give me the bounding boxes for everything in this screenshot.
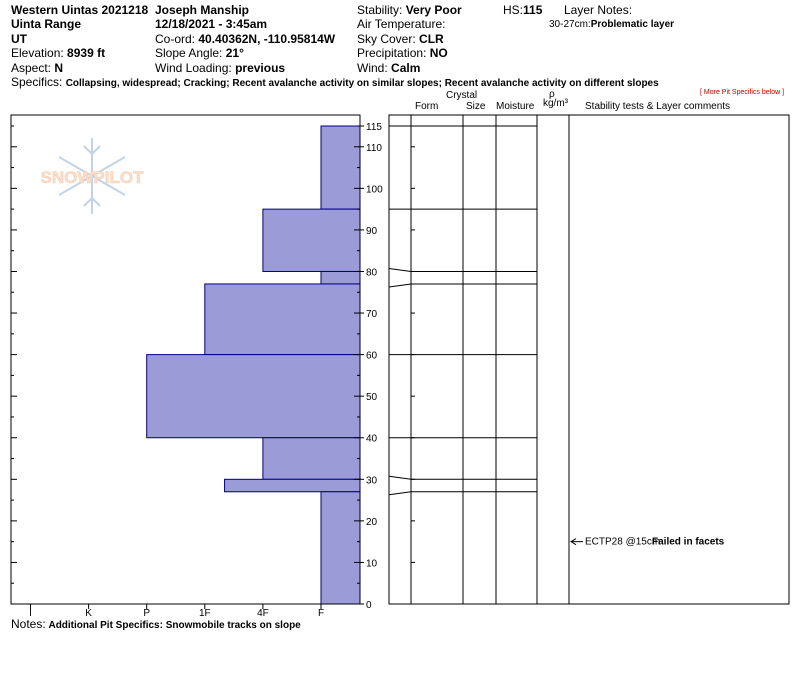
depth-label-80: 80: [366, 267, 378, 279]
hardness-bar-1: [263, 209, 360, 271]
col-size: Size: [466, 101, 486, 112]
depth-label-20: 20: [366, 516, 378, 528]
hardness-label-K: K: [85, 608, 92, 619]
range-name: Uinta Range: [11, 17, 82, 31]
logo-text: SNOWPILOT: [40, 168, 144, 187]
hardness-bar-3: [205, 284, 360, 355]
hardness-bar-6: [225, 479, 360, 491]
observer: Joseph Manship: [155, 3, 250, 17]
hardness-bar-7: [321, 492, 360, 604]
layer-notes-label: Layer Notes:: [564, 3, 633, 17]
specifics: Specifics: Collapsing, widespread; Cracking; Recent avalanche activity on similar slopes; Recent avalanche activity on different slopes: [11, 75, 659, 89]
datetime: 12/18/2021 - 3:45am: [155, 17, 268, 31]
depth-label-60: 60: [366, 350, 378, 362]
hardness-label-F: F: [317, 608, 325, 619]
hardness-label-I: I: [29, 608, 32, 619]
hardness-label-1F: 1F: [198, 608, 211, 619]
depth-label-30: 30: [366, 475, 378, 487]
col-crystal: Crystal: [446, 90, 478, 101]
state: UT: [11, 32, 27, 46]
depth-label-10: 10: [366, 558, 378, 570]
depth-label-70: 70: [366, 309, 378, 321]
test-code-0: ECTP28 @15cm: [585, 536, 661, 548]
area-date: Western Uintas 2021218: [11, 3, 149, 17]
hardness-label-4F: 4F: [257, 608, 269, 619]
sky-cover: Sky Cover: CLR: [357, 32, 444, 46]
aspect: Aspect: N: [11, 61, 64, 75]
wind: Wind: Calm: [357, 61, 421, 75]
snow-height: HS:115: [503, 3, 543, 17]
depth-label-0: 0: [366, 600, 372, 611]
hardness-bars: [147, 126, 360, 604]
col-rho: ρ: [549, 89, 555, 100]
hardness-bar-2: [321, 271, 360, 283]
col-stability-tests: Stability tests & Layer comments: [585, 101, 731, 112]
slope-angle: Slope Angle: 21°: [155, 46, 244, 60]
more-pit-specifics-note: [ More Pit Specifics below ]: [700, 89, 785, 96]
depth-label-100: 100: [366, 184, 383, 196]
depth-label-110: 110: [366, 142, 382, 154]
elevation: Elevation: 8939 ft: [11, 46, 106, 60]
stability: Stability: Very Poor: [357, 3, 462, 17]
layer-table-frame: [389, 115, 789, 604]
hardness-bar-4: [147, 355, 360, 438]
air-temperature: Air Temperature:: [357, 17, 446, 31]
col-form: Form: [415, 101, 439, 112]
hardness-label-P: P: [143, 608, 151, 619]
precipitation: Precipitation: NO: [357, 46, 448, 60]
stability-tests: [571, 537, 725, 548]
col-density-unit: kg/m³: [543, 98, 568, 109]
test-comment-0: Failed in facets: [652, 536, 725, 548]
depth-label-40: 40: [366, 433, 378, 445]
snowpilot-logo: [41, 138, 145, 214]
hardness-bar-5: [263, 438, 360, 480]
notes: Notes: Additional Pit Specifics: Snowmobile tracks on slope: [11, 617, 301, 631]
depth-label-90: 90: [366, 225, 378, 237]
col-moisture: Moisture: [496, 101, 535, 112]
depth-label-50: 50: [366, 392, 378, 404]
coordinates: Co-ord: 40.40362N, -110.95814W: [155, 32, 336, 46]
hardness-bar-0: [321, 126, 360, 209]
layer-note: 30-27cm:Problematic layer: [549, 19, 675, 30]
depth-label-115: 115: [366, 122, 382, 133]
wind-loading: Wind Loading: previous: [155, 61, 286, 75]
